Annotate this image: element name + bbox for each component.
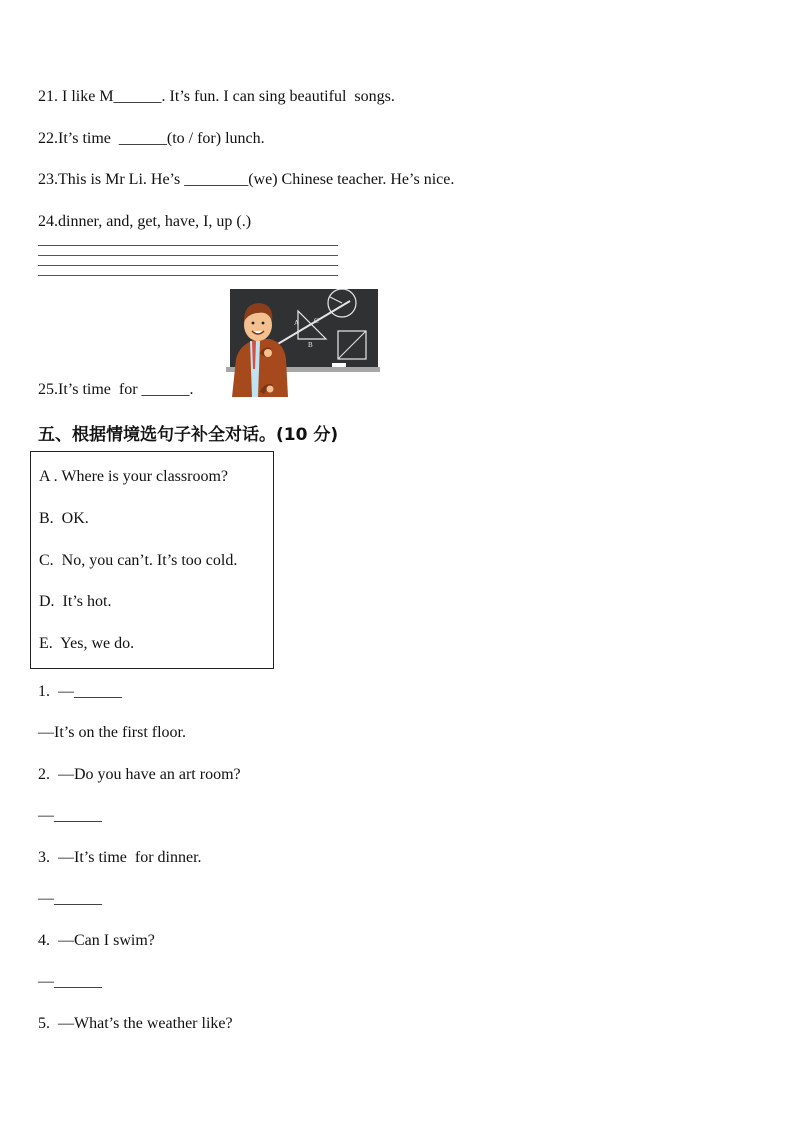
dialogue-4-question: 4. —Can I swim?: [38, 932, 155, 949]
board-label-b: B: [308, 341, 313, 349]
dialogue-3-answer: —______: [38, 890, 102, 907]
question-25: 25.It’s time for ______.: [38, 381, 194, 398]
dialogue-4-answer: —______: [38, 973, 102, 990]
question-23: 23.This is Mr Li. He’s ________(we) Chinese teacher. He’s nice.: [38, 171, 455, 188]
options-box: [30, 451, 274, 669]
dialogue-3-question: 3. —It’s time for dinner.: [38, 849, 202, 866]
option-d: D. It’s hot.: [39, 593, 112, 610]
option-c: C. No, you can’t. It’s too cold.: [39, 552, 238, 569]
writing-lines: [38, 245, 338, 285]
option-a: A . Where is your classroom?: [39, 468, 228, 485]
dialogue-2-question: 2. —Do you have an art room?: [38, 766, 241, 783]
option-e: E. Yes, we do.: [39, 635, 135, 652]
dialogue-1-question: 1. —______: [38, 683, 122, 700]
option-b: B. OK.: [39, 510, 89, 527]
dialogue-1-answer: —It’s on the first floor.: [38, 724, 186, 741]
section-5-heading: 五、根据情境选句子补全对话。(10 分): [38, 425, 339, 445]
question-22: 22.It’s time ______(to / for) lunch.: [38, 130, 265, 147]
question-21: 21. I like M______. It’s fun. I can sing beautiful songs.: [38, 88, 395, 105]
dialogue-5-question: 5. —What’s the weather like?: [38, 1015, 233, 1032]
dialogue-2-answer: —______: [38, 807, 102, 824]
board-label-a: A: [294, 319, 300, 327]
question-24: 24.dinner, and, get, have, I, up (.): [38, 213, 252, 230]
teacher-blackboard-illustration: [222, 289, 380, 397]
